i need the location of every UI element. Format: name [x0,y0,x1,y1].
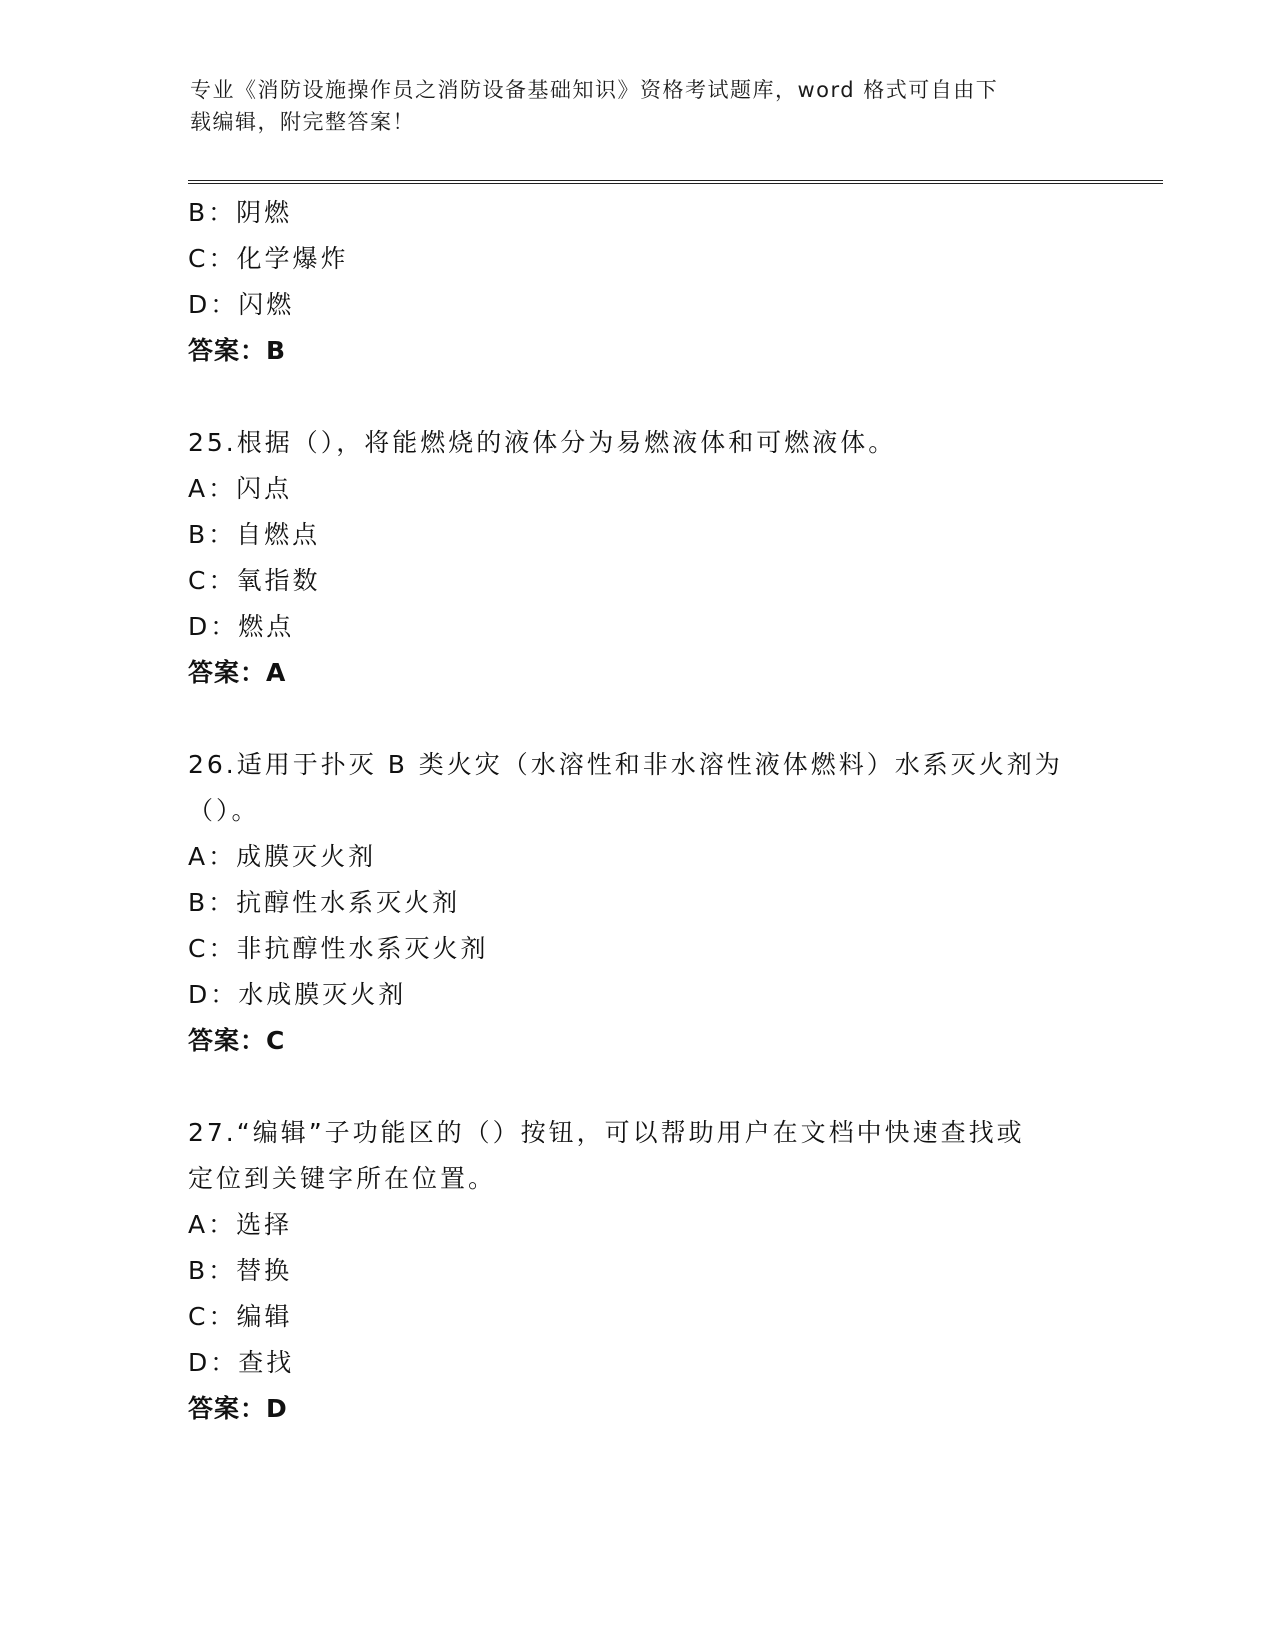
option-b: B：阴燃 [188,198,293,227]
answer: 答案：C [188,1026,286,1055]
document-body [188,190,1088,1432]
option-a: A：闪点 [188,474,293,503]
question-24-tail [188,190,1088,374]
option-b: B：抗醇性水系灭火剂 [188,888,461,917]
question-text-line-2: 定位到关键字所在位置。 [188,1164,497,1193]
question-text: 25.根据（），将能燃烧的液体分为易燃液体和可燃液体。 [188,428,897,457]
question-27 [188,1110,1088,1432]
option-d: D：查找 [188,1348,295,1377]
option-d: D：闪燃 [188,290,295,319]
option-c: C：氧指数 [188,566,321,595]
option-a: A：选择 [188,1210,293,1239]
option-b: B：替换 [188,1256,293,1285]
answer: 答案：A [188,658,287,687]
document-header [190,74,1090,138]
header-divider [188,180,1163,184]
question-text-line-2: （）。 [188,796,260,825]
question-text-line-1: 26.适用于扑灭 B 类火灾（水溶性和非水溶性液体燃料）水系灭火剂为 [188,750,1063,779]
header-line-1: 专业《消防设施操作员之消防设备基础知识》资格考试题库，word 格式可自由下 [190,78,999,102]
option-c: C：编辑 [188,1302,293,1331]
option-d: D：燃点 [188,612,295,641]
option-c: C：非抗醇性水系灭火剂 [188,934,489,963]
answer: 答案：D [188,1394,288,1423]
answer: 答案：B [188,336,287,365]
question-text-line-1: 27.“编辑”子功能区的（）按钮，可以帮助用户在文档中快速查找或 [188,1118,1025,1147]
option-b: B：自燃点 [188,520,321,549]
option-d: D：水成膜灭火剂 [188,980,407,1009]
header-line-2: 载编辑，附完整答案！ [190,110,415,134]
option-a: A：成膜灭火剂 [188,842,377,871]
question-25 [188,420,1088,696]
option-c: C：化学爆炸 [188,244,349,273]
question-26 [188,742,1088,1064]
